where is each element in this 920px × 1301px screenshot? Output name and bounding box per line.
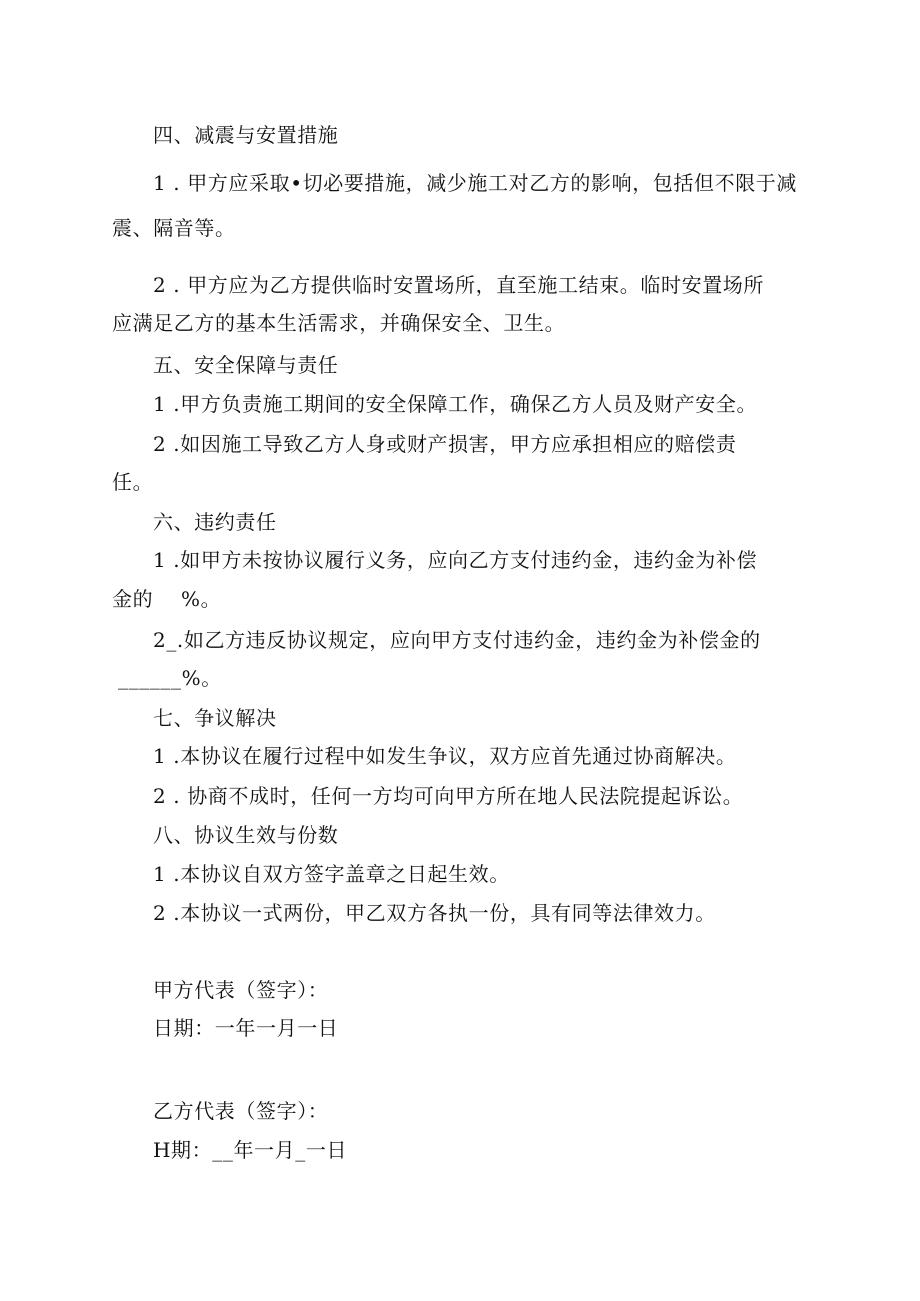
party-b-representative: 乙方代表（签字）： — [153, 1099, 329, 1123]
section8-item2: 2 .本协议一式两份，甲乙双方各执一份，具有同等法律效力。 — [153, 901, 716, 925]
section4-item2-line1: 2 . 甲方应为乙方提供临时安置场所，直至施工结束。临时安置场所 — [153, 273, 764, 297]
section8-item1: 1 .本协议自双方签字盖章之日起生效。 — [153, 862, 510, 886]
section7-item1: 1 .本协议在履行过程中如发生争议，双方应首先通过协商解决。 — [153, 744, 737, 768]
section6-item1-line1: 1 .如甲方未按协议履行义务，应向乙方支付违约金，违约金为补偿 — [153, 548, 758, 572]
section6-heading: 六、违约责任 — [153, 510, 277, 534]
section4-item1-line1: 1 . 甲方应采取•切必要措施，减少施工对乙方的影响，包括但不限于减 — [153, 171, 797, 195]
section4-item2-line2: 应满足乙方的基本生活需求，并确保安全、卫生。 — [112, 311, 566, 335]
section6-item2-line1: 2_.如乙方违反协议规定，应向甲方支付违约金，违约金为补偿金的 — [153, 628, 761, 652]
party-a-representative: 甲方代表（签字）： — [153, 978, 329, 1002]
section4-item1-line2: 震、隔音等。 — [112, 216, 236, 240]
section5-item2-line1: 2 .如因施工导致乙方人身或财产损害，甲方应承担相应的赔偿责 — [153, 432, 737, 456]
section5-item1: 1 .甲方负责施工期间的安全保障工作，确保乙方人员及财产安全。 — [153, 392, 758, 416]
party-b-date: H期：__年一月_一日 — [153, 1138, 348, 1162]
party-a-date: 日期：一年一月一日 — [153, 1016, 339, 1040]
section8-heading: 八、协议生效与份数 — [153, 823, 339, 847]
section4-heading: 四、减震与安置措施 — [153, 123, 339, 147]
section7-heading: 七、争议解决 — [153, 706, 277, 730]
section7-item2: 2 . 协商不成时，任何一方均可向甲方所在地人民法院提起诉讼。 — [153, 784, 744, 808]
section6-item1-line2: 金的 %。 — [112, 587, 222, 611]
section6-item2-line2: ______%。 — [118, 666, 222, 690]
section5-item2-line2: 任。 — [112, 470, 154, 494]
section5-heading: 五、安全保障与责任 — [153, 353, 339, 377]
